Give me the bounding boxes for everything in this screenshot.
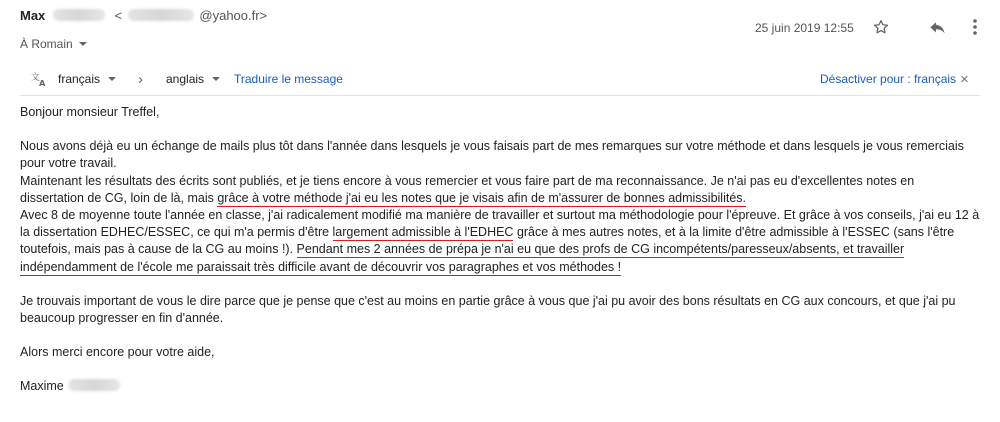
chevron-down-icon xyxy=(79,42,87,46)
sender-name: Max xyxy=(20,8,46,23)
reply-icon xyxy=(928,19,947,35)
target-language-label: anglais xyxy=(166,72,205,86)
close-icon[interactable]: × xyxy=(960,70,969,88)
paragraph-2-text: Maintenant les résultats des écrits sont publiés, et je tiens encore à vous remercier et vous faire part de ma reconnaissance. Je n'ai pas eu d'excellentes notes en dissertation de CG, loin de là, mais xyxy=(20,173,915,205)
highlight-prepa-profs: Pendant mes 2 années de prépa je n'ai eu que des profs de CG incompétents/paresseux/absents, et travailler indépendamment de l'école me paraissait très difficile avant de découvrir vos paragraphes et vos méthodes ! xyxy=(20,242,905,274)
paragraph-4: Je trouvais important de vous le dire parce que je pense que c'est au moins en partie grâce à vous que j'ai pu avoir des bons résultats en CG aux concours, et que j'ai pu beaucoup progresser en fin d'année. xyxy=(20,293,956,326)
arrow-icon: › xyxy=(138,70,143,88)
recipient-label: À Romain xyxy=(20,37,73,51)
translate-icon xyxy=(30,70,48,88)
disable-translation-link[interactable]: Désactiver pour : français xyxy=(820,72,957,86)
source-language-label: français xyxy=(58,72,101,86)
message-date: 25 juin 2019 12:55 xyxy=(755,21,854,35)
chevron-down-icon xyxy=(108,77,116,81)
recipient-details-toggle[interactable] xyxy=(20,37,87,51)
paragraph-3-text-a: Avec 8 de moyenne toute l'année en classe, j'ai radicalement modifié ma manière de travailler et surtout ma méthodologie pour l'épreuve. Et grâce à vos conseils, j'ai eu 12 à la dissertation EDHEC/ESSEC, ce qui m'a permis d'être xyxy=(20,208,980,240)
message-body xyxy=(20,104,980,396)
paragraph-2 xyxy=(20,173,980,207)
paragraph-5: Alors merci encore pour votre aide, xyxy=(20,345,215,360)
more-vert-icon xyxy=(972,18,978,36)
star-button[interactable] xyxy=(870,16,892,38)
chevron-down-icon xyxy=(212,77,220,81)
translate-message-link[interactable]: Traduire le message xyxy=(234,72,343,86)
svg-text:文: 文 xyxy=(30,72,40,83)
highlight-admissible-edhec: largement admissible à l'EDHEC xyxy=(332,225,514,240)
reply-button[interactable] xyxy=(926,16,948,38)
source-language-select[interactable] xyxy=(58,63,116,95)
sender-email-redacted xyxy=(128,9,194,21)
paragraph-3-text-b: grâce à mes autres notes, et à la limite d'être admissible à l'ESSEC (sans l'être toutefois, mais pas à cause de la CG au moins !). xyxy=(20,225,955,257)
target-language-select[interactable] xyxy=(166,63,220,95)
paragraph-1: Nous avons déjà eu un échange de mails plus tôt dans l'année dans lesquels je vous faisais part de mes remarques sur votre méthode et dans lesquels je vous remerciais pour votre travail. xyxy=(20,139,964,171)
signature-surname-redacted xyxy=(68,379,120,391)
svg-text:A: A xyxy=(39,77,46,88)
sender-line xyxy=(20,8,267,23)
greeting: Bonjour monsieur Treffel, xyxy=(20,105,160,119)
star-icon xyxy=(872,18,890,36)
signature-name: Maxime xyxy=(20,379,64,394)
signature xyxy=(20,378,980,395)
more-options-button[interactable] xyxy=(965,16,985,38)
translation-bar xyxy=(20,63,980,96)
translate-icon-wrap xyxy=(30,63,48,95)
sender-email-domain: @yahoo.fr> xyxy=(199,8,268,23)
highlight-method-results: grâce à votre méthode j'ai eu les notes que je visais afin de m'assurer de bonnes admissibilités. xyxy=(217,190,746,205)
sender-email-open: < xyxy=(114,8,123,23)
sender-surname-redacted xyxy=(53,9,105,21)
paragraph-3 xyxy=(20,207,980,276)
